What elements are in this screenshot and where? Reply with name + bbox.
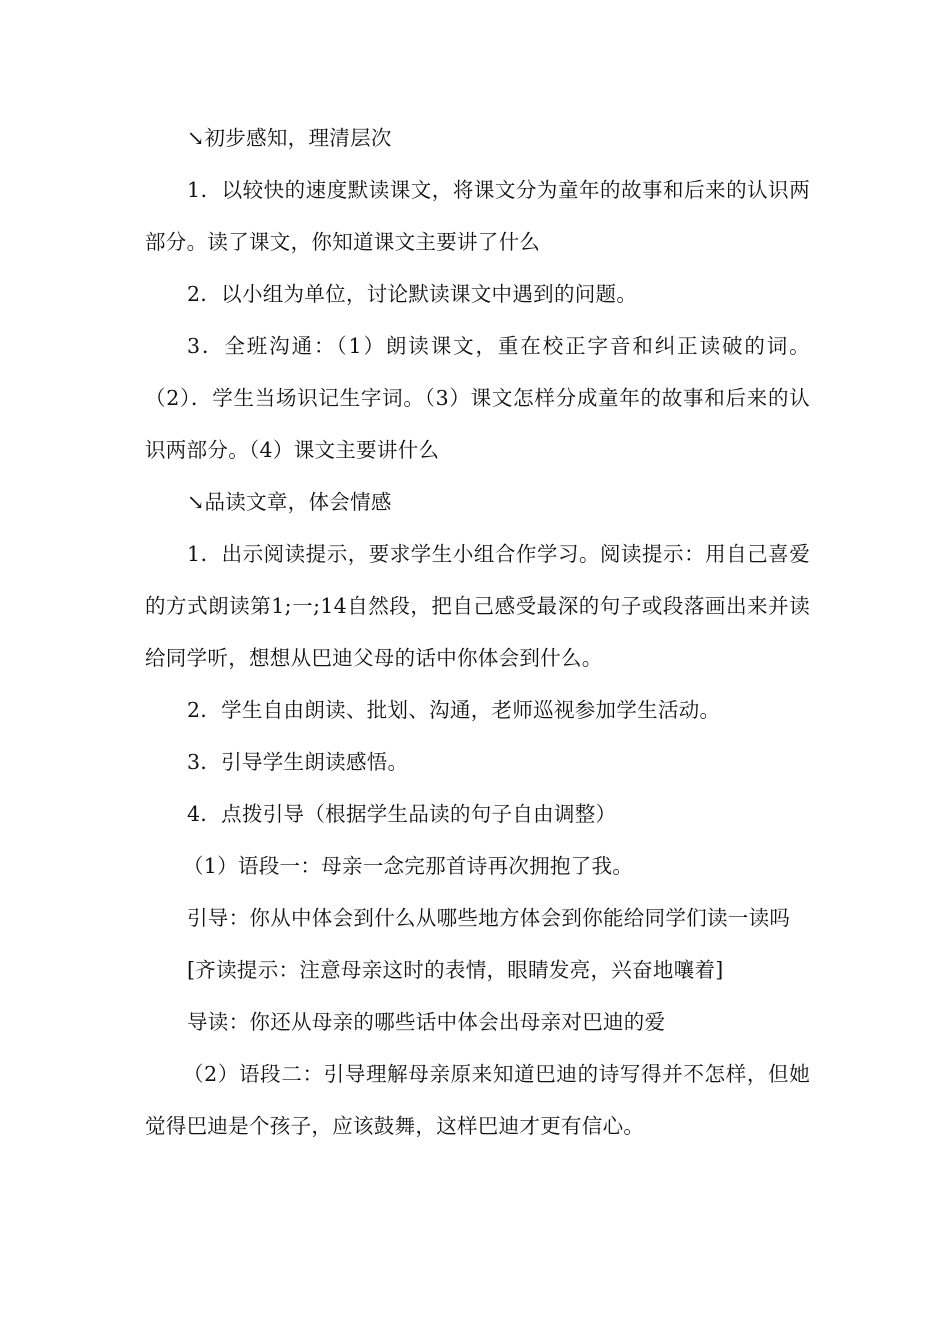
- paragraph-reading-tip: [齐读提示：注意母亲这时的表情，眼睛发亮，兴奋地嚷着]: [187, 958, 724, 982]
- section-heading-reading: ↘品读文章，体会情感: [187, 490, 392, 514]
- document-body: [145, 112, 810, 1152]
- paragraph-reading-step-1: 1．出示阅读提示，要求学生小组合作学习。阅读提示：用自己喜爱的方式朗读第1;一;14自然段，把自己感受最深的句子或段落画出来并读给同学听，想想从巴迪父母的话中你体会到什么。: [145, 542, 810, 670]
- paragraph-step-3: 3．全班沟通：（1）朗读课文，重在校正字音和纠正读破的词。（2）．学生当场识记生字词。（3）课文怎样分成童年的故事和后来的认识两部分。（4）课文主要讲什么: [145, 334, 810, 462]
- paragraph-lead-reading: 导读：你还从母亲的哪些话中体会出母亲对巴迪的爱: [187, 1010, 666, 1034]
- paragraph-step-2: 2．以小组为单位，讨论默读课文中遇到的问题。: [187, 282, 638, 306]
- section-heading-perception: ↘初步感知，理清层次: [187, 126, 392, 150]
- paragraph-segment-2: （2）语段二：引导理解母亲原来知道巴迪的诗写得并不怎样，但她觉得巴迪是个孩子，应该鼓舞，这样巴迪才更有信心。: [145, 1062, 810, 1138]
- paragraph-reading-step-3: 3．引导学生朗读感悟。: [187, 750, 409, 774]
- paragraph-reading-step-2: 2．学生自由朗读、批划、沟通，老师巡视参加学生活动。: [187, 698, 721, 722]
- paragraph-guide: 引导：你从中体会到什么从哪些地方体会到你能给同学们读一读吗: [187, 906, 791, 930]
- paragraph-segment-1: （1）语段一：母亲一念完那首诗再次拥抱了我。: [183, 854, 634, 878]
- paragraph-reading-step-4: 4．点拨引导（根据学生品读的句子自由调整）: [187, 802, 617, 826]
- paragraph-step-1: 1．以较快的速度默读课文，将课文分为童年的故事和后来的认识两部分。读了课文，你知道课文主要讲了什么: [145, 178, 810, 254]
